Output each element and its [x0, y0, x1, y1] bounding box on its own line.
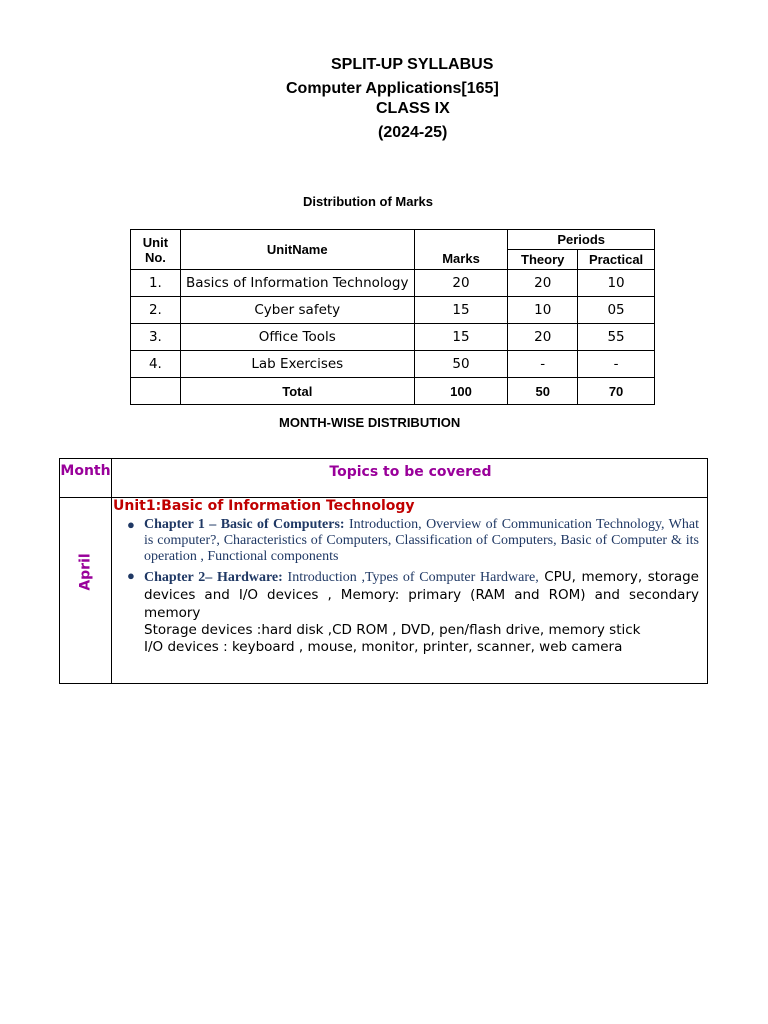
cell-unit-name: Cyber safety — [180, 297, 414, 324]
cell-practical: 55 — [578, 324, 655, 351]
list-item — [127, 517, 699, 565]
cell-practical: - — [578, 351, 655, 378]
cell-unit-name: Basics of Information Technology — [180, 270, 414, 297]
table-row — [131, 297, 655, 324]
header-theory: Theory — [508, 250, 578, 270]
cell-unit-no: 2. — [131, 297, 181, 324]
distribution-heading: Distribution of Marks — [303, 194, 434, 209]
month-label: April — [77, 553, 94, 591]
table-row — [131, 270, 655, 297]
cell-empty — [131, 378, 181, 405]
chapter-description: Introduction ,Types of Computer Hardware, — [282, 570, 539, 585]
header-marks: Marks — [414, 230, 508, 270]
chapter-list — [113, 517, 699, 655]
chapter-title: Chapter 2– Hardware: — [144, 570, 283, 585]
cell-marks: 50 — [414, 351, 508, 378]
list-item — [127, 568, 699, 655]
session-title: (2024-25) — [378, 124, 448, 141]
cell-unit-name: Office Tools — [180, 324, 414, 351]
table-row — [131, 351, 655, 378]
cell-theory: 20 — [508, 324, 578, 351]
cell-marks: 20 — [414, 270, 508, 297]
cell-unit-no: 3. — [131, 324, 181, 351]
header-periods: Periods — [508, 230, 655, 250]
cell-theory: 10 — [508, 297, 578, 324]
cell-total-practical: 70 — [578, 378, 655, 405]
cell-practical: 05 — [578, 297, 655, 324]
cell-marks: 15 — [414, 297, 508, 324]
cell-unit-no: 4. — [131, 351, 181, 378]
monthwise-heading: MONTH-WISE DISTRIBUTION — [279, 415, 461, 430]
storage-devices-line: Storage devices :hard disk ,CD ROM , DVD, pen/flash drive, memory stick — [144, 622, 641, 638]
month-column-header: Month — [60, 463, 111, 479]
cell-theory: 20 — [508, 270, 578, 297]
doc-title: SPLIT-UP SYLLABUS — [331, 56, 494, 73]
cell-theory: - — [508, 351, 578, 378]
cell-unit-name: Lab Exercises — [180, 351, 414, 378]
column-divider — [111, 459, 112, 683]
chapter-description-continued: CPU, memory, storage devices and I/O devices , Memory: primary (RAM and ROM) and secondary memory — [144, 569, 699, 621]
bullet-icon: ● — [127, 568, 135, 583]
cell-total-theory: 50 — [508, 378, 578, 405]
topics-cell — [113, 498, 699, 655]
cell-marks: 15 — [414, 324, 508, 351]
header-unit-no: Unit No. — [131, 230, 181, 270]
cell-practical: 10 — [578, 270, 655, 297]
unit-title: Unit1:Basic of Information Technology — [113, 498, 415, 514]
cell-unit-no: 1. — [131, 270, 181, 297]
table-row-total — [131, 378, 655, 405]
chapter-title: Chapter 1 – Basic of Computers: — [144, 517, 345, 532]
header-practical: Practical — [578, 250, 655, 270]
chapter-description: Introduction, Overview of Communication Technology, What is computer?, Characteristics of Computers, Classification of Computers, Basic of Computer & its operation , Functional components — [144, 517, 699, 564]
header-unit-name: UnitName — [180, 230, 414, 270]
cell-total-marks: 100 — [414, 378, 508, 405]
monthwise-table — [59, 458, 708, 684]
marks-table — [130, 229, 655, 405]
topics-column-header: Topics to be covered — [329, 464, 492, 480]
io-devices-line: I/O devices : keyboard , mouse, monitor, printer, scanner, web camera — [144, 638, 623, 655]
cell-total-label: Total — [180, 378, 414, 405]
month-cell — [60, 497, 111, 647]
bullet-icon: ● — [127, 517, 135, 532]
table-row — [131, 324, 655, 351]
subject-title: Computer Applications[165] — [286, 80, 499, 97]
class-title: CLASS IX — [376, 100, 450, 117]
